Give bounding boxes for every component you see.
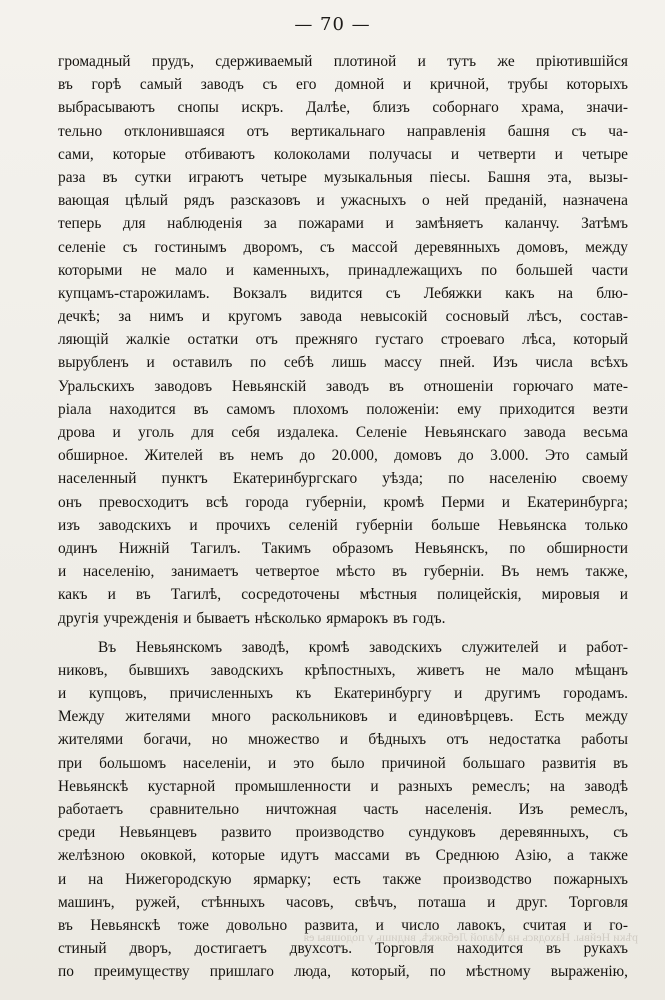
text-line: и на Нижегородскую ярмарку; есть также производство пожарныхъ	[58, 870, 628, 888]
page-number: — 70 —	[294, 14, 371, 35]
text-line: стиный дворъ, достигаетъ двухсотъ. Торговля находится въ рукахъ	[58, 940, 628, 958]
paragraph-1	[58, 50, 628, 630]
text-line: селеніе съ гостинымъ дворомъ, съ массой деревянныхъ домовъ, между	[58, 238, 628, 256]
text-line: какъ и въ Тагилѣ, сосредоточены мѣстныя полицейскія, мировыя и	[58, 586, 628, 604]
text-line: работаетъ сравнительно ничтожная часть населенія. Изъ ремеслъ,	[58, 801, 628, 818]
text-line: тельно отклонившаяся отъ вертикальнаго направленія башня съ ча-	[58, 122, 628, 140]
text-line: машинъ, ружей, стѣнныхъ часовъ, свѣчъ, поташа и друг. Торговля	[58, 893, 628, 911]
text-line: среди Невьянцевъ развито производство сундуковъ деревянныхъ, съ	[58, 824, 628, 842]
text-line: жителями богачи, но множество и бѣдныхъ отъ недостатка работы	[58, 731, 628, 749]
text-line: которыми не мало и каменныхъ, принадлежащихъ по большей части	[58, 261, 628, 279]
text-line: при большомъ населеніи, и это было причиной большаго развитія въ	[58, 754, 628, 772]
text-line: сами, которые отбиваютъ колоколами получасы и четверти и четыре	[58, 145, 628, 163]
text-line: вырубленъ и оставилъ по себѣ лишь массу пней. Изъ числа всѣхъ	[58, 354, 628, 372]
bleed-through-text: рѣки Нейвы. Находясь на Малой Лебяжкѣ, видишь у подошвы ея	[303, 930, 638, 944]
text-line: теперь для наблюденія за пожарами и замѣняетъ каланчу. Затѣмъ	[58, 215, 628, 233]
text-line: купцамъ-старожиламъ. Вокзалъ видится съ Лебяжки какъ на блю-	[58, 284, 628, 302]
text-line: обширное. Жителей въ немъ до 20.000, домовъ до 3.000. Это самый	[58, 447, 628, 465]
text-line: и населенію, занимаетъ четвертое мѣсто въ губерніи. Въ немъ также,	[58, 563, 628, 581]
text-line: ріала находится въ самомъ плохомъ положеніи: ему приходится везти	[58, 400, 628, 418]
text-line: въ Невьянскѣ тоже довольно развита, и число лавокъ, считая и го-	[58, 916, 628, 934]
text-line: вающая цѣлый рядъ разсказовъ и ужасныхъ о ней преданій, назначена	[58, 192, 628, 210]
text-line: желѣзною оковкой, которые идутъ массами въ Среднюю Азію, а также	[58, 847, 628, 865]
text-line: громадный прудъ, сдерживаемый плотиной и тутъ же пріютившійся	[58, 53, 628, 70]
text-line: по преимуществу пришлаго люда, который, по мѣстному выраженію,	[58, 963, 628, 981]
text-line: онъ превосходитъ всѣ города губерніи, кромѣ Перми и Екатеринбурга;	[58, 493, 628, 511]
text-line: никовъ, бывшихъ заводскихъ крѣпостныхъ, живетъ не мало мѣщанъ	[58, 661, 628, 679]
text-line: дрова и уголь для себя издалека. Селеніе Невьянскаго завода весьма	[58, 424, 628, 441]
text-line: изъ заводскихъ и прочихъ селеній губерніи больше Невьянска только	[58, 516, 628, 534]
text-line: Уральскихъ заводовъ Невьянскій заводъ въ отношеніи горючаго мате-	[58, 377, 628, 395]
body-text	[58, 50, 628, 984]
text-line: другія учрежденія и бываетъ нѣсколько ярмарокъ въ годъ.	[58, 609, 446, 627]
text-line: въ горѣ самый заводъ съ его домной и кричной, трубы которыхъ	[58, 76, 628, 94]
text-line: ляющій жалкіе остатки отъ прежняго густаго строеваго лѣса, который	[58, 331, 628, 349]
text-line: одинъ Нижній Тагилъ. Такимъ образомъ Невьянскъ, по обширности	[58, 539, 628, 557]
text-line: Между жителями много раскольниковъ и единовѣрцевъ. Есть между	[58, 708, 628, 726]
text-line: населенный пунктъ Екатеринбургскаго уѣзда; по населенію своему	[58, 470, 628, 488]
text-line: раза въ сутки играютъ четыре музыкальныя піесы. Башня эта, вызы-	[58, 168, 628, 186]
text-line: выбрасываютъ снопы искръ. Далѣе, близъ соборнаго храма, значи-	[58, 99, 628, 117]
text-line: дечкѣ; за нимъ и кругомъ завода невысокій сосновый лѣсъ, состав-	[58, 308, 628, 326]
text-line: Невьянскѣ кустарной промышленности и разныхъ ремеслъ; на заводѣ	[58, 777, 628, 795]
text-line: и купцовъ, причисленныхъ къ Екатеринбургу и другимъ городамъ.	[58, 685, 628, 703]
text-line: Въ Невьянскомъ заводѣ, кромѣ заводскихъ служителей и работ-	[98, 638, 628, 656]
